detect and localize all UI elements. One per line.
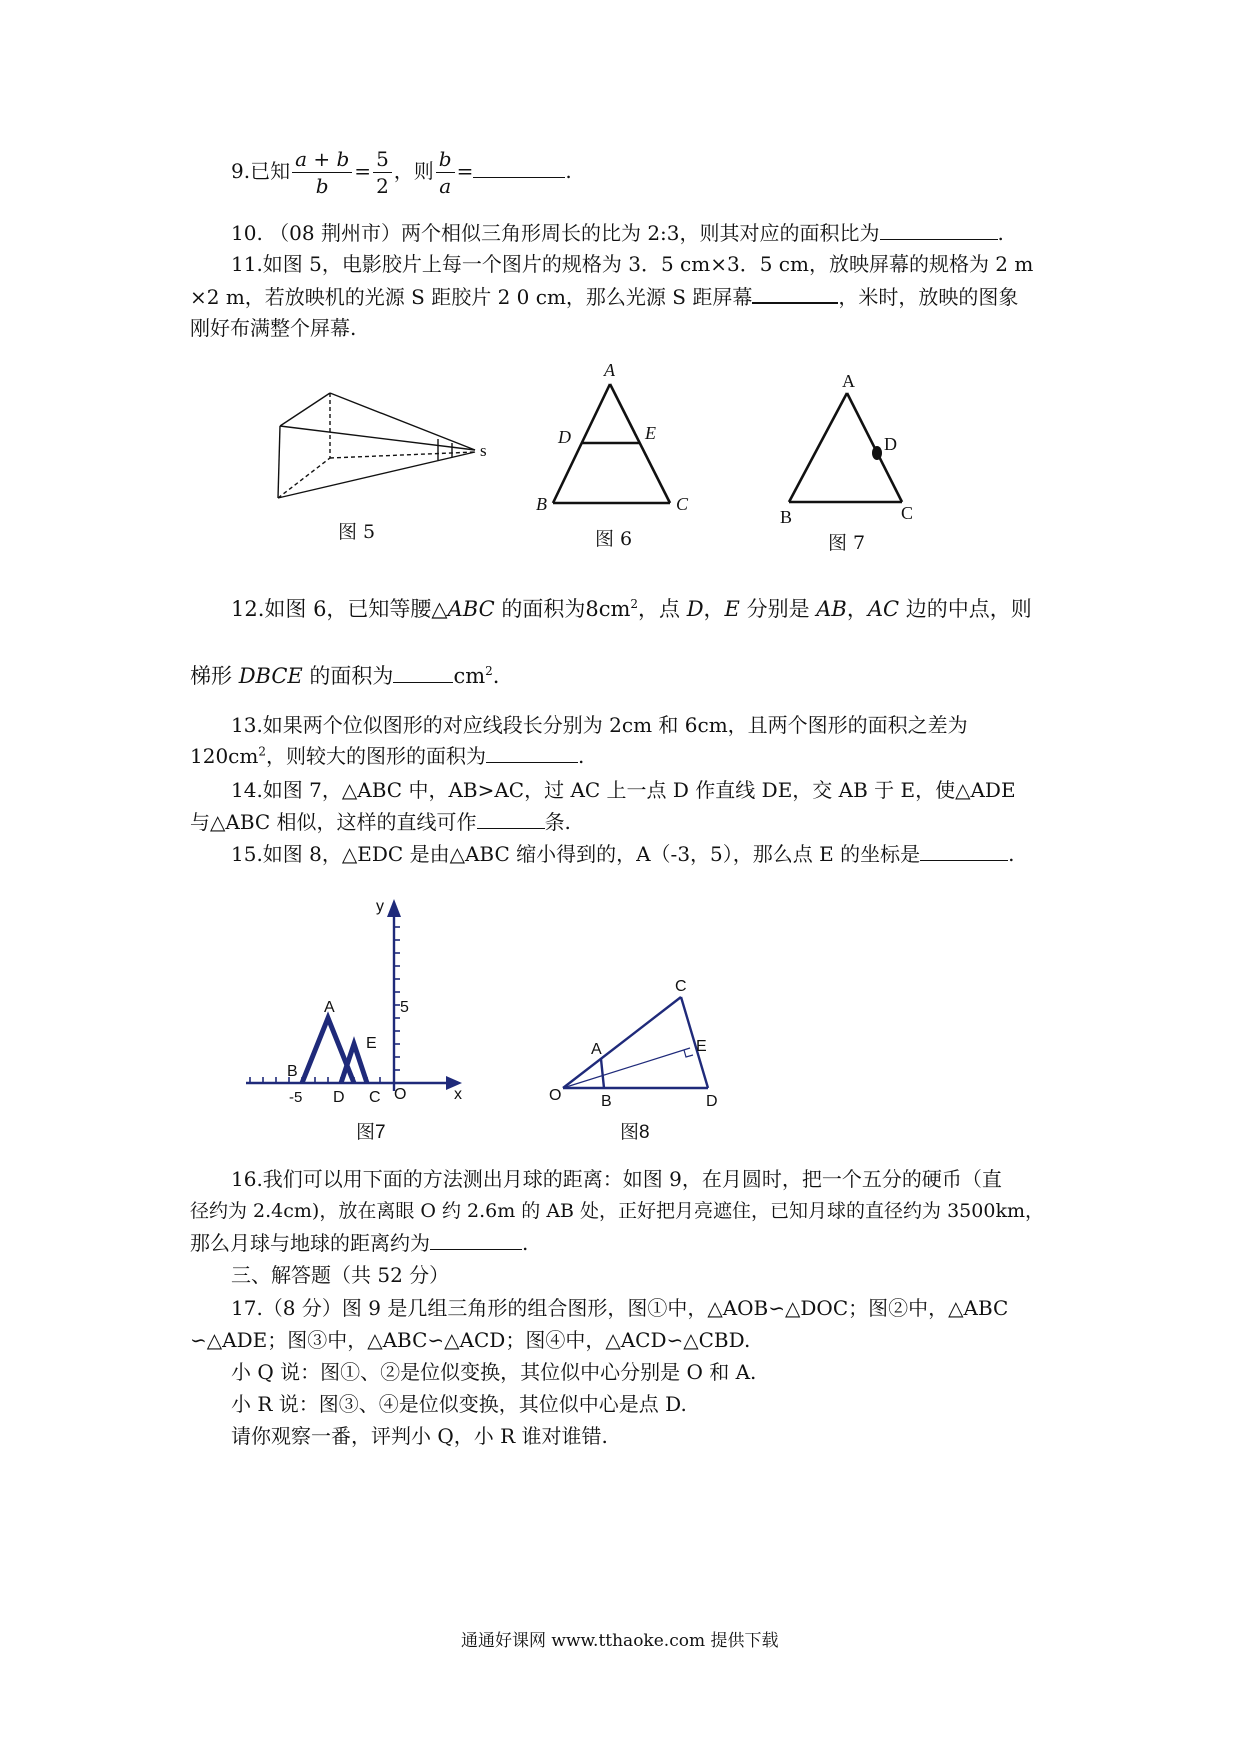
q13-answer-blank <box>486 742 578 763</box>
q12-end: . <box>492 664 500 688</box>
fig7-label-a: A <box>842 371 855 391</box>
q14-line2-b: 条. <box>544 810 571 834</box>
fig7b-label-b: B <box>287 1063 298 1080</box>
fig6-label-e: E <box>645 423 656 443</box>
fig8-label-e: E <box>696 1038 707 1055</box>
q15-answer-blank <box>920 840 1008 861</box>
question-16-line-3 <box>190 1229 528 1257</box>
figure-7-coordinate-diagram <box>246 895 476 1115</box>
question-15 <box>231 840 1014 868</box>
q16-line1: 16.我们可以用下面的方法测出月球的距离：如图 9，在月圆时，把一个五分的硬币（直 <box>231 1167 1002 1191</box>
fig7b-label-neg5: -5 <box>289 1089 303 1106</box>
q10-end: . <box>997 221 1004 245</box>
q14-line2-a: 与△ABC 相似，这样的直线可作 <box>190 810 477 834</box>
fig7b-label-d: D <box>333 1089 345 1106</box>
fig6-label-c: C <box>676 494 689 514</box>
fig6-label-a: A <box>604 360 615 380</box>
q12-line1-c: ，点 <box>638 597 687 621</box>
q13-line2-b: ，则较大的图形的面积为 <box>265 744 486 768</box>
question-10 <box>231 219 1004 247</box>
q11-answer-blank <box>752 282 838 304</box>
q12-line2-c: cm <box>453 664 486 688</box>
q10-text: 10. （08 荆州市）两个相似三角形周长的比为 2:3，则其对应的面积比为 <box>231 221 880 245</box>
q12-line1-b: 的面积为8cm <box>494 597 631 621</box>
figure-7-caption: 图 7 <box>828 532 866 554</box>
q9-frac2-den: 2 <box>376 174 389 198</box>
question-17-line-2 <box>190 1326 750 1354</box>
q17-line2: ∽△ADE；图③中，△ABC∽△ACD；图④中，△ACD∽△CBD. <box>190 1328 751 1352</box>
figure-5-caption: 图 5 <box>338 521 376 543</box>
fig7b-label-a: A <box>324 999 335 1016</box>
q12-line2-a: 梯形 <box>190 664 239 688</box>
q12-answer-blank <box>393 662 453 683</box>
figure-7b-caption: 图7 <box>356 1122 386 1143</box>
q12-line1-a: 12.如图 6，已知等腰△ <box>231 597 448 621</box>
q12-line1-e: 边的中点，则 <box>899 597 1032 621</box>
fig7b-label-e: E <box>366 1035 377 1052</box>
question-14-line-1 <box>231 776 1016 804</box>
y-axis-arrow-icon <box>387 899 401 917</box>
fig7b-label-x: x <box>454 1086 462 1103</box>
page-footer: 通通好课网 www.tthaoke.com 提供下载 <box>461 1631 779 1651</box>
q12-e: E <box>724 597 740 621</box>
q11-line2-b: ，米时，放映的图象 <box>838 285 1019 309</box>
q11-line3: 刚好布满整个屏幕. <box>190 316 357 340</box>
q12-comma-2: ， <box>846 597 868 621</box>
q9-mid: ，则 <box>393 159 434 183</box>
fig5-label-s: s <box>480 441 487 460</box>
q9-end: . <box>565 159 572 183</box>
fig7-label-b: B <box>780 507 793 527</box>
q9-fraction-3 <box>436 146 455 199</box>
fig7-point-d <box>872 446 882 460</box>
q9-fraction-1 <box>292 146 352 199</box>
q16-line2: 径约为 2.4cm)，放在离眼 O 约 2.6m 的 AB 处，正好把月亮遮住，已知月球的直径约为 3500km， <box>190 1200 1044 1222</box>
q13-line2-a: 120cm <box>190 744 259 768</box>
fig8-label-d: D <box>706 1093 718 1110</box>
q10-answer-blank <box>880 219 998 240</box>
fig6-label-d: D <box>558 427 571 447</box>
question-14-line-2 <box>190 808 571 836</box>
fig7-label-d: D <box>884 434 897 454</box>
q13-line1: 13.如果两个位似图形的对应线段长分别为 2cm 和 6cm，且两个图形的面积之差为 <box>231 713 968 737</box>
q14-line1: 14.如图 7，△ABC 中，AB>AC，过 AC 上一点 D 作直线 DE，交 AB 于 E，使△ADE <box>231 778 1016 802</box>
q9-frac3-num: b <box>436 146 455 173</box>
section-3-heading <box>231 1261 449 1289</box>
q13-sup: 2 <box>258 744 266 759</box>
question-17-line-5 <box>231 1422 608 1450</box>
q16-end: . <box>522 1231 529 1255</box>
q14-answer-blank <box>477 808 545 829</box>
q17-line4: 小 R 说：图③、④是位似变换，其位似中心是点 D. <box>231 1392 687 1416</box>
q12-line2-b: 的面积为 <box>302 664 394 688</box>
question-9 <box>231 143 572 199</box>
fig8-label-c: C <box>675 978 687 995</box>
q9-fraction-2 <box>373 146 392 199</box>
figure-7-triangle-diagram <box>770 367 940 527</box>
q12-sup-2: 2 <box>485 664 493 678</box>
question-16-line-2 <box>190 1197 1044 1225</box>
question-17-line-4 <box>231 1390 687 1418</box>
fig7b-label-c: C <box>369 1089 381 1106</box>
question-13-line-1 <box>231 711 968 739</box>
figure-5-diagram <box>270 385 510 515</box>
fig8-label-a: A <box>591 1041 602 1058</box>
q16-answer-blank <box>430 1229 522 1250</box>
q9-frac1-num: a + b <box>292 146 352 173</box>
q12-d: D <box>686 597 704 621</box>
question-11-line-2 <box>190 282 1018 311</box>
fig7b-label-o: O <box>394 1086 407 1103</box>
q17-line3: 小 Q 说：图①、②是位似变换，其位似中心分别是 O 和 A. <box>231 1360 757 1384</box>
q12-sup: 2 <box>630 597 639 611</box>
q9-prefix: 9.已知 <box>231 159 291 183</box>
question-17-line-3 <box>231 1358 756 1386</box>
figure-8-caption: 图8 <box>620 1122 650 1143</box>
q9-equals: = <box>354 159 372 183</box>
question-11-line-3 <box>190 314 356 342</box>
q12-line1-d: 分别是 <box>739 597 817 621</box>
q15-text: 15.如图 8，△EDC 是由△ABC 缩小得到的，A（-3，5），那么点 E 的坐标是 <box>231 842 921 866</box>
q15-end: . <box>1008 842 1015 866</box>
figure-6-diagram <box>530 362 710 512</box>
q9-answer-blank <box>473 157 565 178</box>
q11-line1: 11.如图 5，电影胶片上每一个图片的规格为 3．5 cm×3．5 cm，放映屏幕的规格为 2 m <box>231 252 1034 276</box>
q12-ab: AB <box>816 597 847 621</box>
q13-end: . <box>577 744 585 768</box>
q9-equals-2: = <box>456 159 474 183</box>
q9-frac3-den: a <box>439 174 452 198</box>
q16-line3-a: 那么月球与地球的距离约为 <box>190 1231 430 1255</box>
question-12-line-2 <box>190 662 499 690</box>
q9-frac2-num: 5 <box>373 146 392 173</box>
q12-ac: AC <box>867 597 900 621</box>
section-3-text: 三、解答题（共 52 分） <box>231 1263 450 1287</box>
question-17-line-1 <box>231 1294 1008 1322</box>
fig8-label-o: O <box>549 1087 562 1104</box>
fig7b-label-5: 5 <box>400 999 409 1016</box>
q12-dbce: DBCE <box>238 664 303 688</box>
q11-line2-a: ×2 m，若放映机的光源 S 距胶片 2 0 cm，那么光源 S 距屏幕 <box>190 285 753 309</box>
fig6-label-b: B <box>536 494 547 514</box>
q12-comma: ， <box>703 597 725 621</box>
question-13-line-2 <box>190 742 584 770</box>
fig7-label-c: C <box>901 503 914 523</box>
fig7b-label-y: y <box>376 898 384 915</box>
q9-frac1-den: b <box>315 174 329 198</box>
question-16-line-1 <box>231 1165 1002 1193</box>
fig8-label-b: B <box>601 1093 612 1110</box>
question-12-line-1 <box>231 595 1032 623</box>
q12-abc: ABC <box>447 597 495 621</box>
q17-line1: 17.（8 分）图 9 是几组三角形的组合图形，图①中，△AOB∽△DOC；图②中，△ABC <box>231 1296 1009 1320</box>
q17-line5: 请你观察一番，评判小 Q，小 R 谁对谁错. <box>231 1424 608 1448</box>
figure-6-caption: 图 6 <box>595 528 633 550</box>
question-11-line-1 <box>231 250 1033 278</box>
